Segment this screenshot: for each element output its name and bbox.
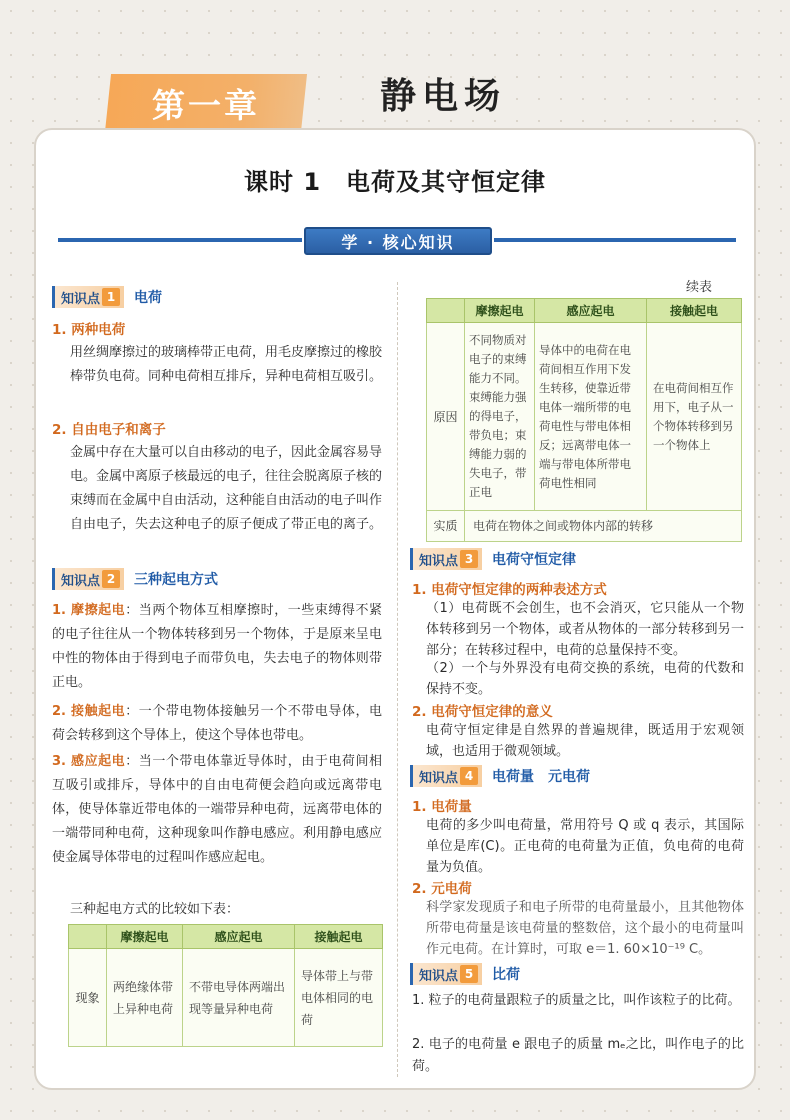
kp2-header bbox=[52, 568, 218, 590]
kp3-s2-body: 电荷守恒定律是自然界的普遍规律，既适用于宏观领域，也适用于微观领域。 bbox=[426, 723, 744, 759]
kp3-badge-label: 知识点 bbox=[419, 553, 459, 569]
kp2-s3-term: 3. 感应起电 bbox=[52, 754, 126, 769]
table-header-row bbox=[427, 299, 742, 323]
kp4-s2-head: 2. 元电荷 bbox=[412, 881, 472, 897]
kp2-s2 bbox=[52, 700, 382, 748]
table-header-friction: 摩擦起电 bbox=[465, 299, 535, 323]
table-cell: 不同物质对电子的束缚能力不同。束缚能力强的得电子，带负电；束缚能力弱的失电子，带正电 bbox=[465, 323, 535, 511]
kp5-badge bbox=[410, 963, 482, 985]
kp5-number: 5 bbox=[460, 965, 478, 983]
kp1-number: 1 bbox=[102, 288, 120, 306]
kp5-s2: 2. 电子的电荷量 e 跟电子的质量 mₑ之比，叫作电子的比荷。 bbox=[412, 1037, 744, 1074]
table-header-contact: 接触起电 bbox=[295, 925, 383, 949]
kp3-s1-p2: （2）一个与外界没有电荷交换的系统，电荷的代数和保持不变。 bbox=[426, 661, 744, 697]
kp1-s1-body: 用丝绸摩擦过的玻璃棒带正电荷，用毛皮摩擦过的橡胶棒带负电荷。同种电荷相互排斥，异种电荷相互吸引。 bbox=[70, 345, 383, 384]
kp3-number: 3 bbox=[460, 550, 478, 568]
column-divider bbox=[397, 282, 398, 1077]
comparison-table-phenomenon bbox=[68, 924, 383, 1047]
table-row-cause bbox=[427, 323, 742, 511]
kp2-s3-body: ：当一个带电体靠近导体时，由于电荷间相互吸引或排斥，导体中的自由电荷便会趋向或远离带电体，使导体靠近带电体的一端带异种电荷，远离带电体的一端带同种电荷，这种现象叫作静电感应。利用静电感应使金属导体带电的过程叫作感应起电。 bbox=[52, 754, 382, 865]
kp2-s1-body: ：当两个物体互相摩擦时，一些束缚得不紧的电子往往从一个物体转移到另一个物体，于是原来呈电中性的物体由于得到电子而带负电，失去电子的物体则带正电。 bbox=[52, 603, 382, 690]
kp4-s1-body: 电荷的多少叫电荷量，常用符号 Q 或 q 表示，其国际单位是库(C)。正电荷的电荷量为正值，负电荷的电荷量为负值。 bbox=[426, 818, 744, 875]
kp4-s2-body: 科学家发现质子和电子所带的电荷量最小，且其他物体所带电荷量是该电荷量的整数倍，这个最小的电荷量叫作元电荷。在计算时，可取 e＝1. 60×10⁻¹⁹ C。 bbox=[426, 900, 744, 957]
kp2-s3 bbox=[52, 750, 382, 870]
table-cell: 导体带上与带电体相同的电荷 bbox=[295, 949, 383, 1047]
kp2-s2-body: ：一个带电物体接触另一个不带电导体，电荷会转移到这个导体上，使这个导体也带电。 bbox=[52, 704, 382, 743]
kp5-s1: 1. 粒子的电荷量跟粒子的质量之比，叫作该粒子的比荷。 bbox=[412, 993, 741, 1008]
table-cell: 两绝缘体带上异种电荷 bbox=[107, 949, 183, 1047]
table-header-blank bbox=[427, 299, 465, 323]
kp1-title: 电荷 bbox=[134, 290, 163, 306]
table-header-contact: 接触起电 bbox=[647, 299, 742, 323]
core-knowledge-banner: 学 · 核心知识 bbox=[304, 227, 492, 255]
kp4-badge-label: 知识点 bbox=[419, 770, 459, 786]
kp3-header bbox=[410, 548, 576, 570]
kp4-header bbox=[410, 765, 590, 787]
table-header-blank bbox=[69, 925, 107, 949]
kp4-s1-head: 1. 电荷量 bbox=[412, 799, 472, 815]
kp1-s1-head: 1. 两种电荷 bbox=[52, 322, 126, 338]
table-header-friction: 摩擦起电 bbox=[107, 925, 183, 949]
kp3-s2-head: 2. 电荷守恒定律的意义 bbox=[412, 704, 553, 720]
kp5-badge-label: 知识点 bbox=[419, 968, 459, 984]
table-row-label: 原因 bbox=[427, 323, 465, 511]
chapter-label: 第一章 bbox=[152, 85, 260, 125]
table-cell: 电荷在物体之间或物体内部的转移 bbox=[465, 511, 742, 542]
table-header-induction: 感应起电 bbox=[183, 925, 295, 949]
kp5-header bbox=[410, 963, 520, 985]
table-intro: 三种起电方式的比较如下表： bbox=[70, 902, 240, 917]
table-continued-label: 续表 bbox=[686, 280, 713, 295]
kp1-badge-label: 知识点 bbox=[61, 291, 101, 307]
table-cell: 不带电导体两端出现等量异种电荷 bbox=[183, 949, 295, 1047]
kp2-s1-term: 1. 摩擦起电 bbox=[52, 603, 126, 618]
table-row-label: 现象 bbox=[69, 949, 107, 1047]
kp2-s2-term: 2. 接触起电 bbox=[52, 704, 126, 719]
kp2-badge-label: 知识点 bbox=[61, 573, 101, 589]
kp2-badge bbox=[52, 568, 124, 590]
kp2-s1 bbox=[52, 599, 382, 695]
kp5-title: 比荷 bbox=[492, 967, 521, 983]
kp2-number: 2 bbox=[102, 570, 120, 588]
table-header-row bbox=[69, 925, 383, 949]
table-cell: 在电荷间相互作用下，电子从一个物体转移到另一个物体上 bbox=[647, 323, 742, 511]
table-row-phenomenon bbox=[69, 949, 383, 1047]
kp3-s1-p1: （1）电荷既不会创生，也不会消灭，它只能从一个物体转移到另一个物体，或者从物体的一部分转移到另一部分；在转移过程中，电荷的总量保持不变。 bbox=[426, 601, 744, 658]
banner-rule-right bbox=[494, 238, 736, 242]
comparison-table-cause bbox=[426, 298, 742, 542]
kp1-s2-body: 金属中存在大量可以自由移动的电子，因此金属容易导电。金属中离原子核最远的电子，往往会脱离原子核的束缚而在金属中自由活动，这种能自由活动的电子叫作自由电子，失去这种电子的原子便成了带正电的离子。 bbox=[70, 445, 383, 532]
banner-rule-left bbox=[58, 238, 302, 242]
table-row-label: 实质 bbox=[427, 511, 465, 542]
table-row-essence bbox=[427, 511, 742, 542]
kp4-title: 电荷量 元电荷 bbox=[492, 769, 591, 785]
lesson-title: 课时 1 电荷及其守恒定律 bbox=[243, 168, 547, 196]
kp1-s2-head: 2. 自由电子和离子 bbox=[52, 422, 166, 438]
kp4-number: 4 bbox=[460, 767, 478, 785]
kp3-badge bbox=[410, 548, 482, 570]
kp2-title: 三种起电方式 bbox=[134, 572, 219, 588]
table-cell: 导体中的电荷在电荷间相互作用下发生转移，使靠近带电体一端所带的电荷电性与带电体相反；远离带电体一端与带电体所带电荷电性相同 bbox=[535, 323, 647, 511]
kp1-header bbox=[52, 286, 162, 308]
chapter-title: 静电场 bbox=[380, 76, 507, 117]
kp1-badge bbox=[52, 286, 124, 308]
kp3-s1-head: 1. 电荷守恒定律的两种表述方式 bbox=[412, 582, 607, 598]
kp3-title: 电荷守恒定律 bbox=[492, 552, 577, 568]
kp4-badge bbox=[410, 765, 482, 787]
table-header-induction: 感应起电 bbox=[535, 299, 647, 323]
